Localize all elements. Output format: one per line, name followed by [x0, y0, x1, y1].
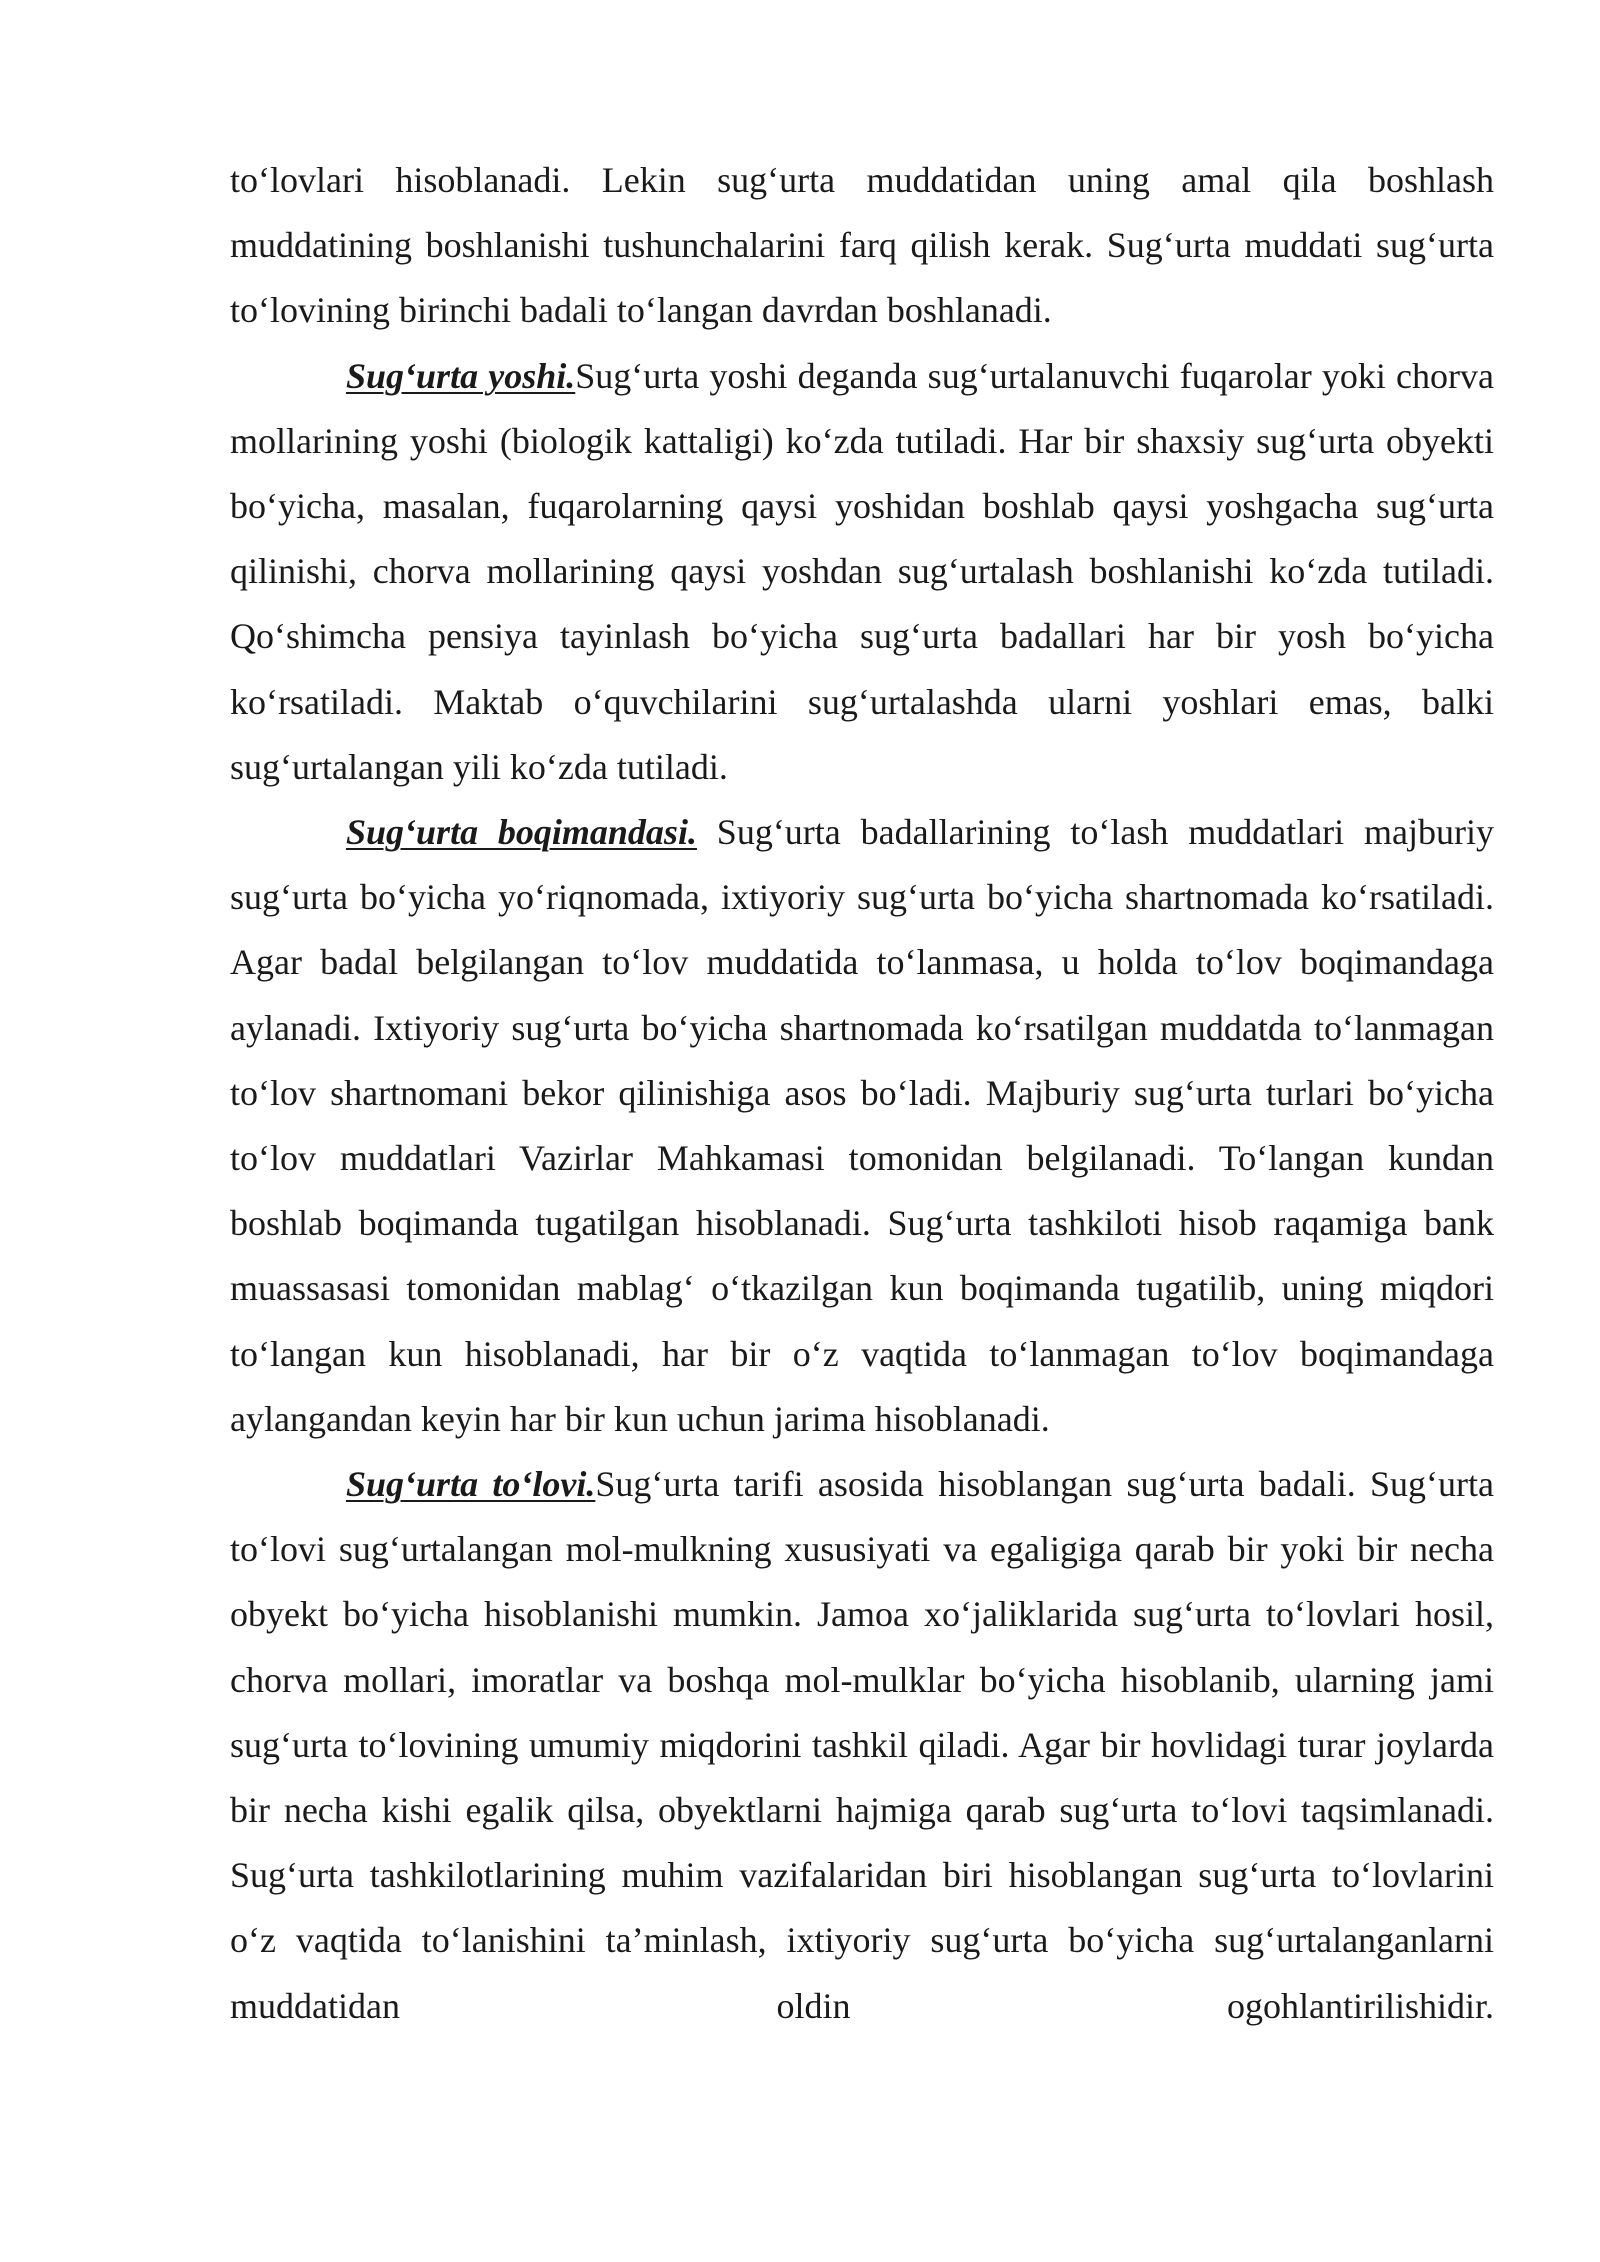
- paragraph-continuation: [230, 148, 1494, 344]
- paragraph-text: Sug‘urta yoshi deganda sug‘urtalanuvchi fuqarolar yoki chorva mollarining yoshi (biologik kattaligi) ko‘zda tutiladi. Har bir shaxsiy sug‘urta obyekti bo‘yicha, masalan, fuqarolarning qaysi yoshidan boshlab qaysi yoshgacha sug‘urta qilinishi, chorva mollarining qaysi yoshdan sug‘urtalash boshlanishi ko‘zda tutiladi. Qo‘shimcha pensiya tayinlash bo‘yicha sug‘urta badallari har bir yosh bo‘yicha ko‘rsatiladi. Maktab o‘quvchilarini sug‘urtalashda ularni yoshlari emas, balki sug‘urtalangan yili ko‘zda tutiladi.: [230, 355, 1494, 787]
- paragraph-sugurta-tolovi: [230, 1452, 1494, 2039]
- term-heading: Sug‘urta to‘lovi.: [346, 1464, 596, 1505]
- paragraph-text: Sug‘urta tarifi asosida hisoblangan sug‘urta badali. Sug‘urta to‘lovi sug‘urtalangan mol-mulkning xususiyati va egaligiga qarab bir yoki bir necha obyekt bo‘yicha hisoblanishi mumkin. Jamoa xo‘jaliklarida sug‘urta to‘lovlari hosil, chorva mollari, imoratlar va boshqa mol-mulklar bo‘yicha hisoblanib, ularning jami sug‘urta to‘lovining umumiy miqdorini tashkil qiladi. Agar bir hovlidagi turar joylarda bir necha kishi egalik qilsa, obyektlarni hajmiga qarab sug‘urta to‘lovi taqsimlanadi. Sug‘urta tashkilotlarining muhim vazifalaridan biri hisoblangan sug‘urta to‘lovlarini o‘z vaqtida to‘lanishini ta’minlash, ixtiyoriy sug‘urta bo‘yicha sug‘urtalanganlarni muddatidan oldin ogohlantirilishidir.: [230, 1464, 1495, 2026]
- document-page: [230, 148, 1494, 2039]
- paragraph-sugurta-yoshi: [230, 344, 1494, 800]
- paragraph-text: to‘lovlari hisoblanadi. Lekin sug‘urta muddatidan uning amal qila boshlash muddatining boshlanishi tushunchalarini farq qilish kerak. Sug‘urta muddati sug‘urta to‘lovining birinchi badali to‘langan davrdan boshlanadi.: [230, 160, 1494, 331]
- paragraph-text: Sug‘urta badallarining to‘lash muddatlari majburiy sug‘urta bo‘yicha yo‘riqnomada, ixtiyoriy sug‘urta bo‘yicha shartnomada ko‘rsatiladi. Agar badal belgilangan to‘lov muddatida to‘lanmasa, u holda to‘lov boqimandaga aylanadi. Ixtiyoriy sug‘urta bo‘yicha shartnomada ko‘rsatilgan muddatda to‘lanmagan to‘lov shartnomani bekor qilinishiga asos bo‘ladi. Majburiy sug‘urta turlari bo‘yicha to‘lov muddatlari Vazirlar Mahkamasi tomonidan belgilanadi. To‘langan kundan boshlab boqimanda tugatilgan hisoblanadi. Sug‘urta tashkiloti hisob raqamiga bank muassasasi tomonidan mablag‘ o‘tkazilgan kun boqimanda tugatilib, uning miqdori to‘langan kun hisoblanadi, har bir o‘z vaqtida to‘lanmagan to‘lov boqimandaga aylangandan keyin har bir kun uchun jarima hisoblanadi.: [230, 812, 1494, 1439]
- term-heading: Sug‘urta yoshi.: [346, 355, 576, 396]
- term-heading: Sug‘urta boqimandasi.: [346, 812, 697, 853]
- paragraph-sugurta-boqimandasi: [230, 800, 1494, 1452]
